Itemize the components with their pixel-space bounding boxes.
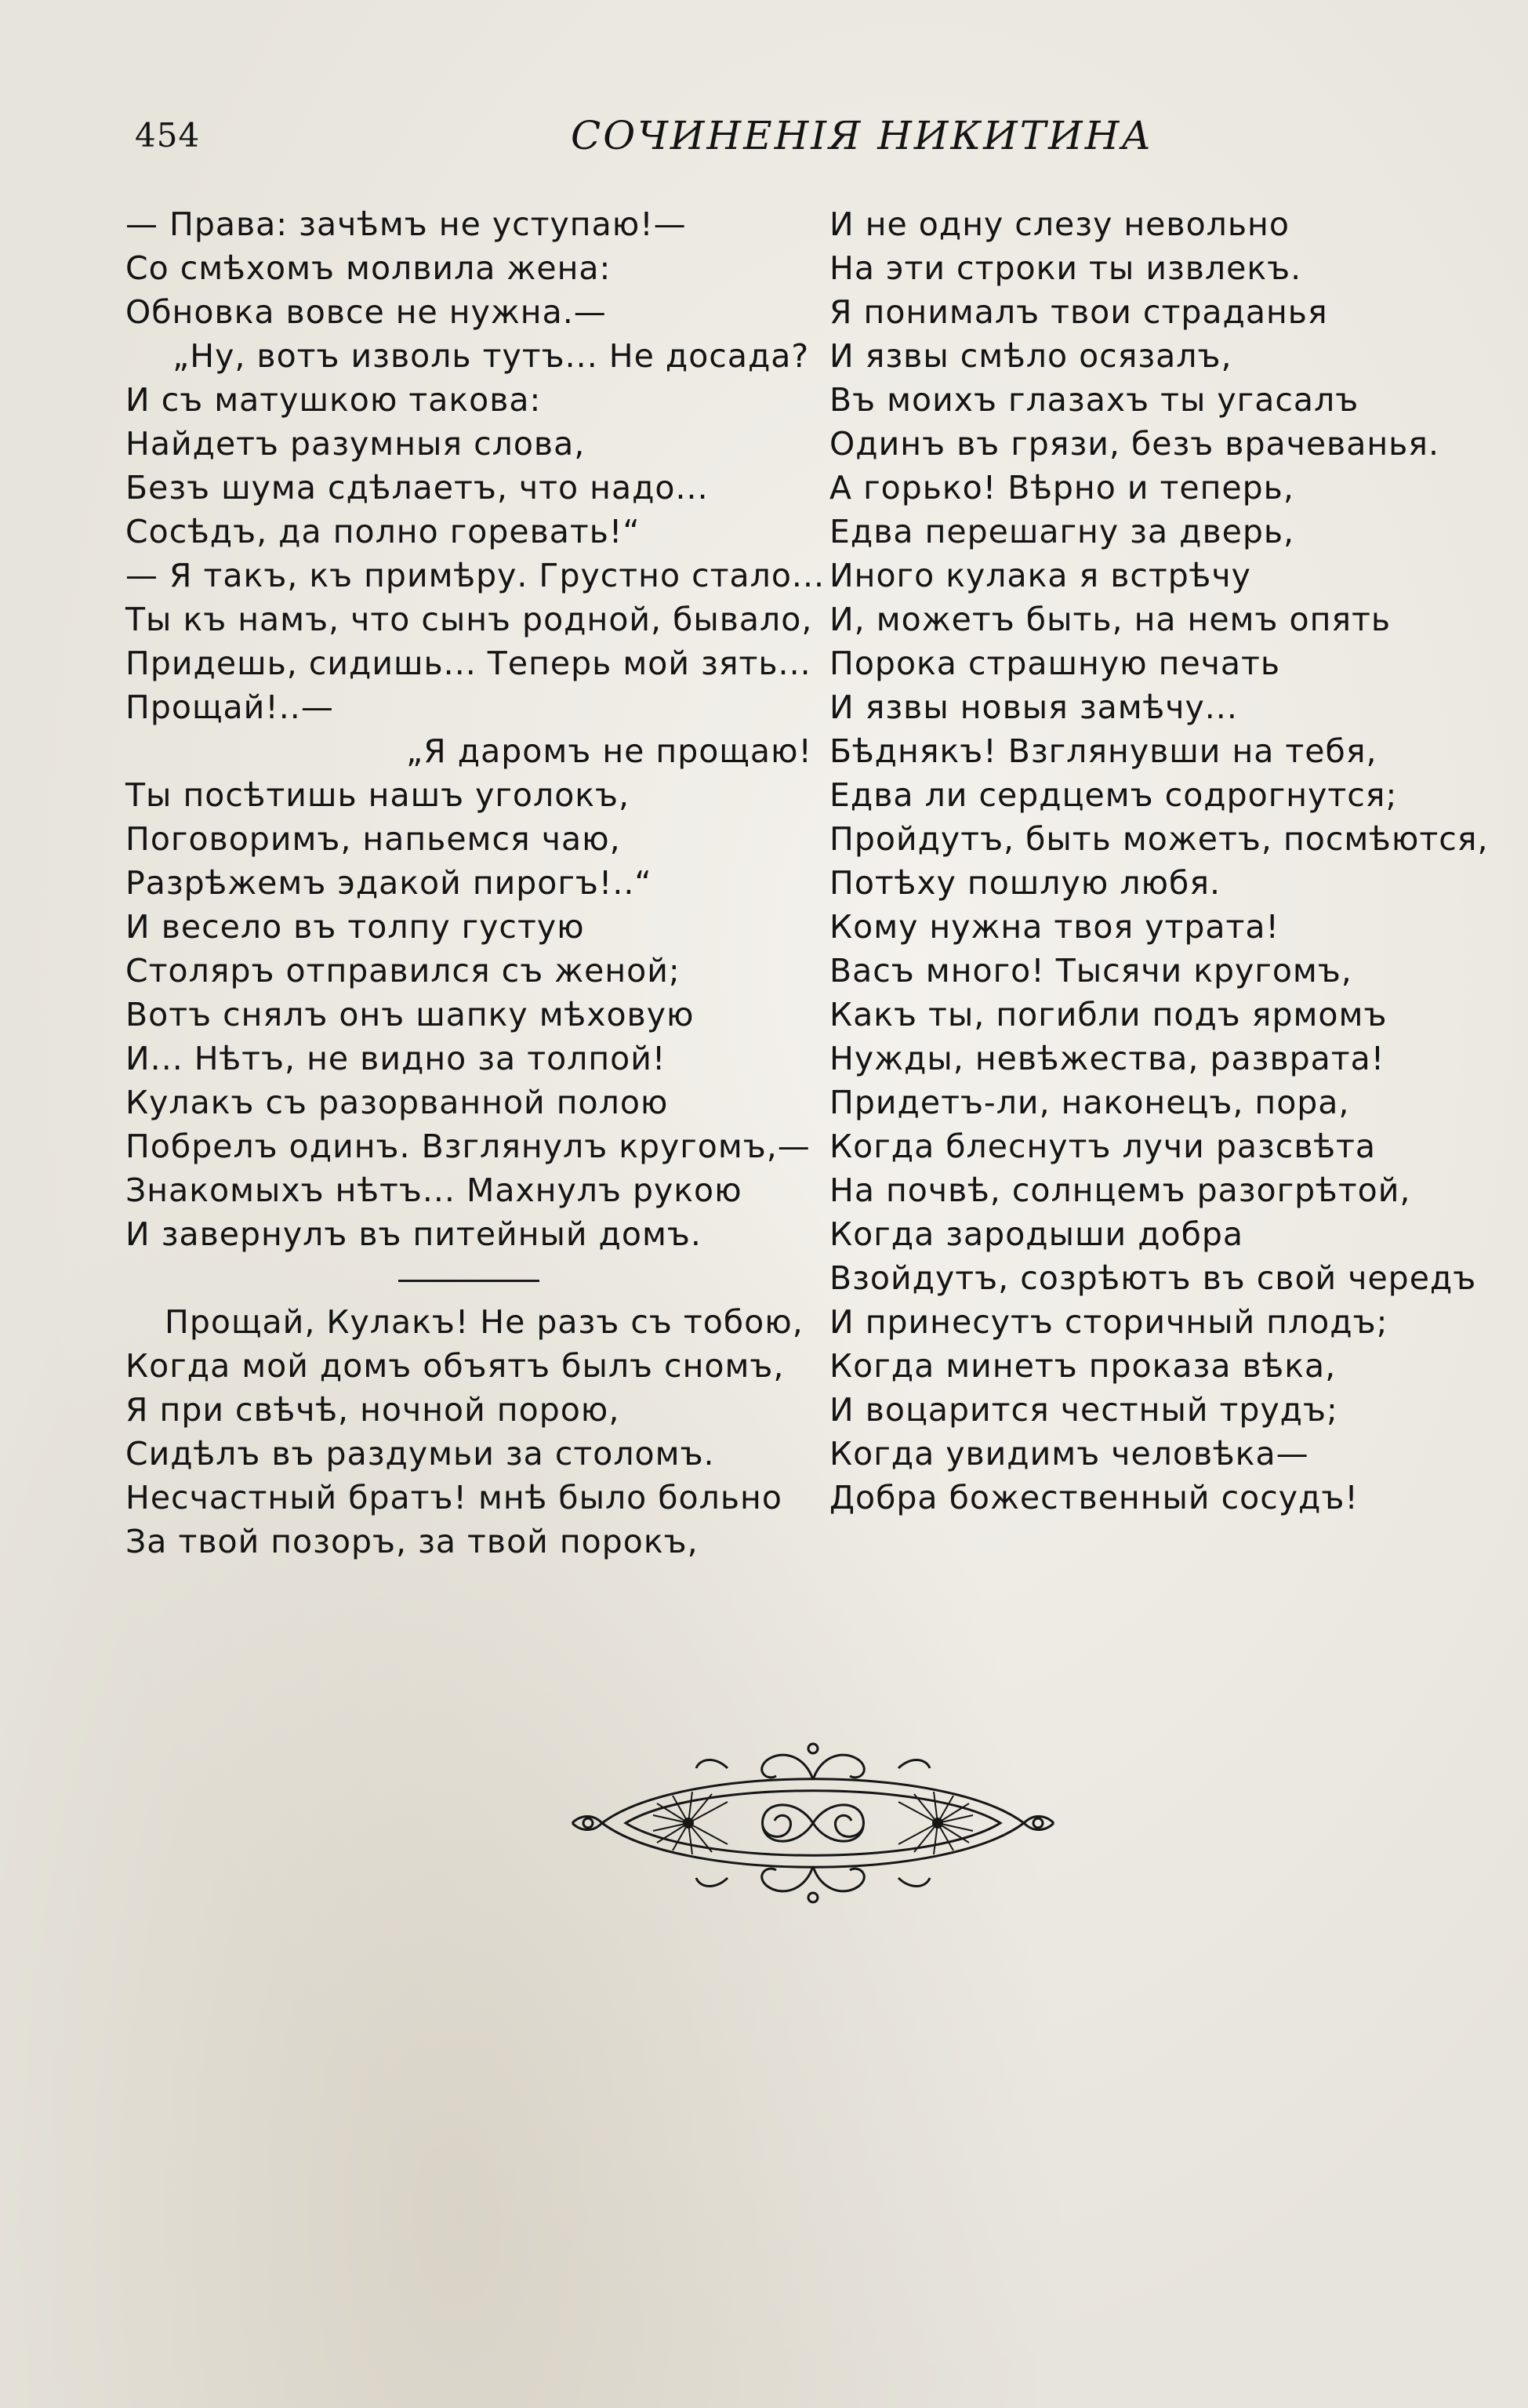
poem-line: Прощай, Кулакъ! Не разъ съ тобою, — [165, 1303, 804, 1341]
poem-line: И... Нѣтъ, не видно за толпой! — [125, 1040, 666, 1077]
poem-line: И, можетъ быть, на немъ опять — [829, 601, 1392, 638]
poem-line: „Ну, вотъ изволь тутъ... Не досада? — [172, 337, 810, 375]
poem-line: Едва перешагну за дверь, — [829, 513, 1295, 550]
poem-line: „Я даромъ не прощаю! — [406, 732, 812, 770]
poem-line: — Права: зачѣмъ не уступаю!— — [125, 205, 687, 243]
left-poem-column — [125, 202, 831, 1564]
poem-line: Когда увидимъ человѣка— — [829, 1435, 1309, 1473]
poem-line: — Я такъ, къ примѣру. Грустно стало... — [125, 557, 826, 594]
poem-line: На почвѣ, солнцемъ разогрѣтой, — [829, 1171, 1411, 1209]
poem-line: И язвы новыя замѣчу... — [829, 688, 1238, 726]
poem-line: Иного кулака я встрѣчу — [829, 557, 1251, 594]
poem-line: И принесутъ сторичный плодъ; — [829, 1303, 1388, 1341]
poem-line: Васъ много! Тысячи кругомъ, — [829, 952, 1352, 990]
poem-line: Поговоримъ, напьемся чаю, — [125, 820, 621, 858]
poem-line: Когда блеснутъ лучи разсвѣта — [829, 1128, 1377, 1165]
poem-line: Какъ ты, погибли подъ ярмомъ — [829, 996, 1388, 1033]
poem-line: Вотъ снялъ онъ шапку мѣховую — [125, 996, 695, 1033]
running-title: СОЧИНЕНІЯ НИКИТИНА — [571, 113, 1154, 158]
poem-line: Я понималъ твои страданья — [829, 293, 1328, 331]
poem-line: Сидѣлъ въ раздумьи за столомъ. — [125, 1435, 715, 1473]
poem-line: И воцарится честный трудъ; — [829, 1391, 1338, 1429]
poem-line: Я при свѣчѣ, ночной порою, — [125, 1391, 620, 1429]
poem-line: Знакомыхъ нѣтъ... Махнулъ рукою — [125, 1171, 742, 1209]
poem-line: Ты посѣтишь нашъ уголокъ, — [125, 776, 630, 814]
poem-line: Несчастный братъ! мнѣ было больно — [125, 1479, 782, 1516]
poem-line: Разрѣжемъ эдакой пирогъ!..“ — [125, 864, 652, 902]
poem-line: Когда минетъ проказа вѣка, — [829, 1347, 1337, 1385]
poem-line: Со смѣхомъ молвила жена: — [125, 249, 612, 287]
poem-line: Сосѣдъ, да полно горевать!“ — [125, 513, 641, 550]
poem-line: Кулакъ съ разорванной полою — [125, 1084, 669, 1121]
right-poem-column — [829, 202, 1519, 1520]
poem-line: Пройдутъ, быть можетъ, посмѣются, — [829, 820, 1489, 858]
poem-line: А горько! Вѣрно и теперь, — [829, 469, 1294, 507]
poem-line: Кому нужна твоя утрата! — [829, 908, 1279, 946]
decorative-vignette-icon — [571, 1733, 1055, 1913]
poem-line: Прощай!..— — [125, 688, 334, 726]
poem-line: Обновка вовсе не нужна.— — [125, 293, 607, 331]
poem-line: И не одну слезу невольно — [829, 205, 1290, 243]
poem-line: Потѣху пошлую любя. — [829, 864, 1221, 902]
poem-line: И язвы смѣло осязалъ, — [829, 337, 1232, 375]
poem-line: Когда мой домъ объятъ былъ сномъ, — [125, 1347, 785, 1385]
poem-line: Нужды, невѣжества, разврата! — [829, 1040, 1385, 1077]
poem-line: Найдетъ разумныя слова, — [125, 425, 586, 463]
poem-line: Одинъ въ грязи, безъ врачеванья. — [829, 425, 1440, 463]
poem-line: Добра божественный сосудъ! — [829, 1479, 1359, 1516]
poem-line: Бѣднякъ! Взглянувши на тебя, — [829, 732, 1377, 770]
poem-line: Въ моихъ глазахъ ты угасалъ — [829, 381, 1359, 419]
section-divider — [125, 1256, 831, 1300]
poem-line: Безъ шума сдѣлаетъ, что надо... — [125, 469, 709, 507]
poem-line: И съ матушкою такова: — [125, 381, 542, 419]
poem-line: Взойдутъ, созрѣютъ въ свой чередъ — [829, 1259, 1477, 1297]
poem-line: И весело въ толпу густую — [125, 908, 585, 946]
poem-line: Когда зародыши добра — [829, 1215, 1244, 1253]
poem-line: Едва ли сердцемъ содрогнутся; — [829, 776, 1398, 814]
poem-line: За твой позоръ, за твой порокъ, — [125, 1523, 699, 1560]
poem-line: Придетъ-ли, наконецъ, пора, — [829, 1084, 1350, 1121]
poem-line: Побрелъ одинъ. Взглянулъ кругомъ,— — [125, 1128, 811, 1165]
poem-line: На эти строки ты извлекъ. — [829, 249, 1302, 287]
poem-line: И завернулъ въ питейный домъ. — [125, 1215, 702, 1253]
poem-line: Столяръ отправился съ женой; — [125, 952, 681, 990]
page-number: 454 — [135, 116, 201, 154]
poem-line: Ты къ намъ, что сынъ родной, бывало, — [125, 601, 813, 638]
poem-line: Придешь, сидишь... Теперь мой зять... — [125, 645, 811, 682]
poem-line: Порока страшную печать — [829, 645, 1281, 682]
